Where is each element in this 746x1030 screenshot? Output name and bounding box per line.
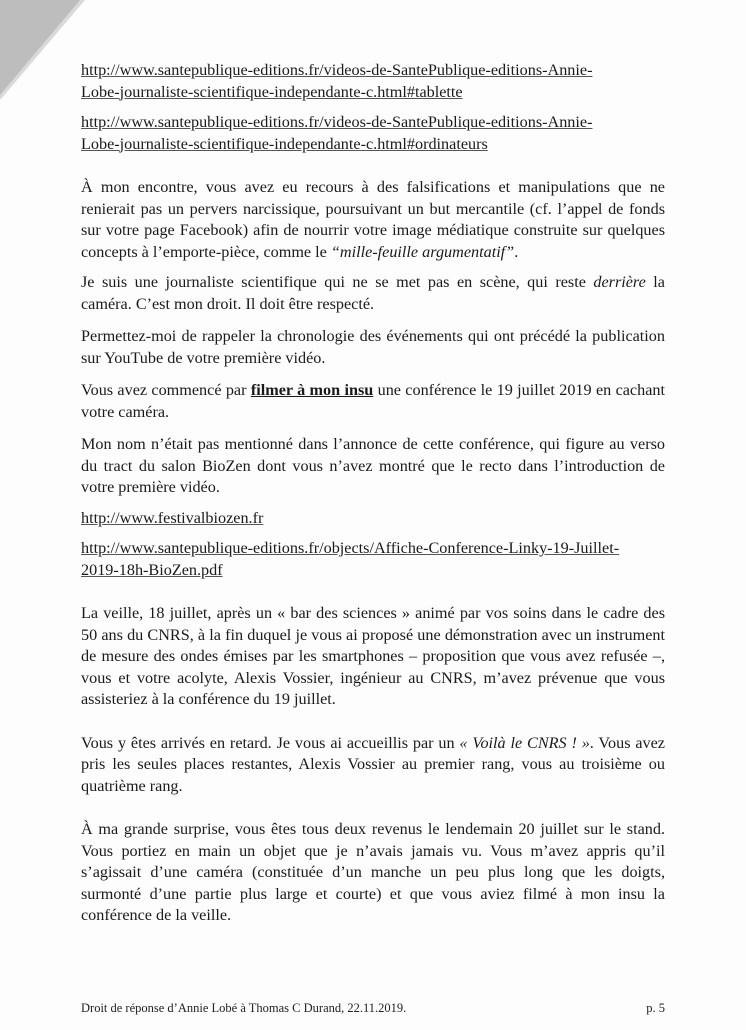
link-festivalbiozen[interactable]: http://www.festivalbiozen.fr	[81, 508, 264, 527]
page-fold-corner	[0, 0, 80, 95]
italic-quote: “mille-feuille argumentatif”	[330, 242, 515, 261]
paragraph-text: Vous avez commencé par	[81, 381, 251, 399]
paragraph-journaliste	[81, 272, 665, 315]
footer-title: Droit de réponse d’Annie Lobé à Thomas C Durand, 22.11.2019.	[81, 1001, 407, 1015]
link-ordinateurs-line1[interactable]: http://www.santepublique-editions.fr/videos-de-SantePublique-editions-Annie-	[81, 113, 593, 131]
bold-emphasis: filmer à mon insu	[250, 381, 374, 399]
link-ordinateurs[interactable]	[81, 112, 665, 155]
paragraph-text: Vous y êtes arrivés en retard. Je vous ai accueillis par un	[81, 733, 460, 752]
link-tablette-line2[interactable]: Lobe-journaliste-scientifique-independante-c.html#tablette	[81, 82, 463, 101]
page-footer	[81, 1001, 665, 1016]
italic-quote: « Voilà le CNRS ! »	[459, 733, 590, 752]
link-affiche-line2[interactable]: 2019-18h-BioZen.pdf	[81, 560, 223, 579]
paragraph-end: la caméra. C’est mon droit. Il doit être respecté.	[81, 273, 665, 313]
paragraph-end: .	[514, 242, 519, 261]
paragraph-end: . Vous avez pris les seules places restantes, Alexis Vossier au premier rang, vous au troisième ou quatrième rang.	[81, 733, 665, 795]
paragraph-veille: La veille, 18 juillet, après un « bar des sciences » animé par vos soins dans le cadre des 50 ans du CNRS, à la fin duquel je vous ai proposé une démonstration avec un instrument de mesure des ondes émises par les smartphones – proposition que vous avez refusée –, vous et votre acolyte, Alexis Vossier, ingénieur au CNRS, m’avez prévenue que vous assisteriez à la conférence du 19 juillet.	[81, 604, 665, 708]
paragraph-filmer	[81, 380, 665, 423]
paragraph-text: À mon encontre, vous avez eu recours à des falsifications et manipulations que ne renierait pas un pervers narcissique, poursuivant un but mercantile (cf. l’appel de fonds sur votre page Facebook) afin de nourrir votre image médiatique construite sur quelques concepts à l’emporte-pièce, comme le	[81, 178, 665, 261]
paragraph-chronologie: Permettez-moi de rappeler la chronologie des événements qui ont précédé la publication sur YouTube de votre première vidéo.	[81, 327, 665, 367]
link-affiche[interactable]	[81, 538, 665, 581]
link-tablette[interactable]	[81, 60, 665, 103]
paragraph-annonce: Mon nom n’était pas mentionné dans l’annonce de cette conférence, qui figure au verso du tract du salon BioZen dont vous n’avez montré que le recto dans l’introduction de votre première vidéo.	[81, 435, 665, 496]
paragraph-surprise: À ma grande surprise, vous êtes tous deux revenus le lendemain 20 juillet sur le stand. Vous portiez en main un objet que je n’avais jamais vu. Vous m’avez appris qu’il s’agissait d’une caméra (constituée d’un manche un peu plus long que les doigts, surmonté d’une partie plus large et courte) et que vous aviez filmé à mon insu la conférence de la veille.	[81, 820, 665, 924]
page-number: p. 5	[646, 1001, 665, 1015]
link-affiche-line1[interactable]: http://www.santepublique-editions.fr/objects/Affiche-Conference-Linky-19-Juillet-	[81, 539, 620, 557]
link-ordinateurs-line2[interactable]: Lobe-journaliste-scientifique-independante-c.html#ordinateurs	[81, 134, 488, 153]
link-tablette-line1[interactable]: http://www.santepublique-editions.fr/videos-de-SantePublique-editions-Annie-	[81, 61, 593, 79]
italic-word: derrière	[593, 273, 646, 291]
document-body	[81, 60, 665, 927]
paragraph-retard	[81, 733, 665, 798]
paragraph-falsifications	[81, 177, 665, 263]
paragraph-text: Je suis une journaliste scientifique qui ne se met pas en scène, qui reste	[81, 273, 594, 291]
paragraph-end: une conférence le 19 juillet 2019 en cachant votre caméra.	[81, 381, 665, 421]
